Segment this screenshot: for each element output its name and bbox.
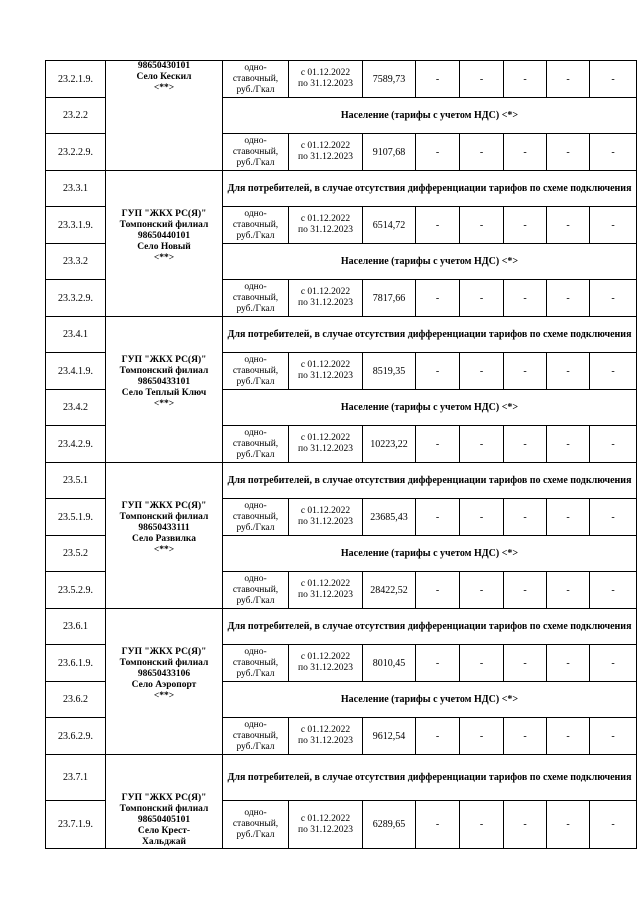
table-row	[46, 317, 637, 353]
organization-line: Томпонский филиал	[119, 220, 209, 230]
empty-value: -	[460, 718, 504, 755]
row-number: 23.3.1.9.	[46, 207, 106, 244]
organization-cell	[106, 317, 223, 463]
row-number: 23.5.2	[46, 536, 106, 572]
tariff-unit-line: ставочный,	[232, 657, 279, 668]
organization-line: <**>	[153, 83, 175, 93]
tariff-unit-line: одно-	[244, 808, 267, 819]
table-row	[46, 463, 637, 499]
organization-cell	[106, 609, 223, 755]
organization-line: ГУП "ЖКХ РС(Я)"	[121, 647, 207, 657]
tariff-unit	[223, 280, 289, 317]
tariff-value: 7589,73	[363, 61, 416, 98]
tariff-unit-line: ставочный,	[232, 819, 279, 830]
tariff-period	[289, 801, 363, 849]
table-row	[46, 61, 637, 98]
group-header: Население (тарифы с учетом НДС) <*>	[223, 98, 637, 134]
tariff-unit-line: руб./Гкал	[236, 157, 275, 168]
tariff-unit-line: одно-	[244, 573, 267, 584]
row-number: 23.7.1.9.	[46, 801, 106, 849]
tariff-period-line: с 01.12.2022	[300, 68, 351, 78]
row-number: 23.5.1	[46, 463, 106, 499]
empty-value: -	[547, 572, 590, 609]
row-number: 23.3.1	[46, 171, 106, 207]
tariff-value: 10223,22	[363, 426, 416, 463]
tariff-period-line: с 01.12.2022	[300, 725, 351, 735]
empty-value: -	[504, 572, 547, 609]
row-number: 23.4.2	[46, 390, 106, 426]
tariff-unit	[223, 801, 289, 849]
organization-line: 98650430101	[137, 61, 191, 71]
row-number: 23.2.2.9.	[46, 134, 106, 171]
tariff-unit	[223, 572, 289, 609]
tariff-unit-line: ставочный,	[232, 438, 279, 449]
tariff-unit-line: руб./Гкал	[236, 830, 275, 841]
empty-value: -	[547, 718, 590, 755]
group-header: Население (тарифы с учетом НДС) <*>	[223, 244, 637, 280]
row-number: 23.5.2.9.	[46, 572, 106, 609]
tariff-period	[289, 280, 363, 317]
tariff-unit-line: одно-	[244, 719, 267, 730]
empty-value: -	[416, 499, 460, 536]
tariff-period-line: по 31.12.2023	[298, 152, 353, 162]
organization-cell	[106, 755, 223, 849]
empty-value: -	[504, 718, 547, 755]
tariff-unit-line: ставочный,	[232, 365, 279, 376]
empty-value: -	[547, 426, 590, 463]
tariff-unit-line: руб./Гкал	[236, 668, 275, 679]
row-number: 23.4.1	[46, 317, 106, 353]
empty-value: -	[460, 645, 504, 682]
group-header: Для потребителей, в случае отсутствия дифференциации тарифов по схеме подключения	[223, 609, 637, 645]
organization-line: <**>	[153, 399, 175, 409]
tariff-value: 9107,68	[363, 134, 416, 171]
empty-value: -	[504, 645, 547, 682]
organization-line: <**>	[153, 691, 175, 701]
tariff-value: 7817,66	[363, 280, 416, 317]
tariff-period-line: по 31.12.2023	[298, 79, 353, 89]
tariff-table	[45, 60, 637, 849]
tariff-period	[289, 353, 363, 390]
empty-value: -	[460, 426, 504, 463]
organization-line: ГУП "ЖКХ РС(Я)"	[121, 501, 207, 511]
tariff-unit-line: руб./Гкал	[236, 303, 275, 314]
tariff-period	[289, 572, 363, 609]
empty-value: -	[590, 426, 637, 463]
empty-value: -	[504, 353, 547, 390]
tariff-period-line: по 31.12.2023	[298, 824, 353, 835]
empty-value: -	[416, 134, 460, 171]
tariff-period-line: с 01.12.2022	[300, 579, 351, 589]
tariff-period-line: с 01.12.2022	[300, 214, 351, 224]
tariff-period-line: по 31.12.2023	[298, 444, 353, 454]
empty-value: -	[590, 645, 637, 682]
empty-value: -	[416, 426, 460, 463]
empty-value: -	[460, 207, 504, 244]
organization-line: ГУП "ЖКХ РС(Я)"	[121, 209, 207, 219]
organization-line: Село Теплый Ключ	[121, 388, 207, 398]
tariff-period-line: по 31.12.2023	[298, 663, 353, 673]
group-header: Для потребителей, в случае отсутствия дифференциации тарифов по схеме подключения	[223, 317, 637, 353]
organization-line: Томпонский филиал	[119, 658, 209, 668]
empty-value: -	[590, 61, 637, 98]
empty-value: -	[504, 61, 547, 98]
tariff-value: 9612,54	[363, 718, 416, 755]
tariff-unit-line: одно-	[244, 281, 267, 292]
empty-value: -	[460, 801, 504, 849]
tariff-unit	[223, 718, 289, 755]
empty-value: -	[547, 353, 590, 390]
empty-value: -	[547, 280, 590, 317]
tariff-period-line: с 01.12.2022	[300, 813, 351, 824]
empty-value: -	[460, 353, 504, 390]
tariff-unit-line: руб./Гкал	[236, 741, 275, 752]
empty-value: -	[590, 207, 637, 244]
tariff-unit	[223, 207, 289, 244]
tariff-period-line: по 31.12.2023	[298, 590, 353, 600]
tariff-unit	[223, 353, 289, 390]
empty-value: -	[590, 499, 637, 536]
table-row	[46, 609, 637, 645]
row-number: 23.5.1.9.	[46, 499, 106, 536]
organization-line: 98650433106	[137, 669, 191, 679]
empty-value: -	[416, 61, 460, 98]
tariff-period	[289, 426, 363, 463]
empty-value: -	[504, 207, 547, 244]
tariff-period	[289, 718, 363, 755]
tariff-unit	[223, 645, 289, 682]
tariff-unit-line: руб./Гкал	[236, 595, 275, 606]
organization-line: Село Кескил	[136, 72, 192, 82]
organization-line: <**>	[153, 545, 175, 555]
tariff-unit-line: ставочный,	[232, 584, 279, 595]
empty-value: -	[590, 134, 637, 171]
tariff-value: 28422,52	[363, 572, 416, 609]
tariff-unit-line: ставочный,	[232, 146, 279, 157]
tariff-period-line: с 01.12.2022	[300, 141, 351, 151]
tariff-value: 6289,65	[363, 801, 416, 849]
tariff-period	[289, 134, 363, 171]
organization-line: 98650433101	[137, 377, 191, 387]
empty-value: -	[590, 718, 637, 755]
tariff-unit	[223, 426, 289, 463]
tariff-period	[289, 499, 363, 536]
organization-line: ГУП "ЖКХ РС(Я)"	[121, 355, 207, 365]
table-row	[46, 171, 637, 207]
organization-line: Томпонский филиал	[119, 512, 209, 522]
organization-cell	[106, 61, 223, 171]
tariff-period-line: с 01.12.2022	[300, 506, 351, 516]
group-header: Для потребителей, в случае отсутствия дифференциации тарифов по схеме подключения	[223, 463, 637, 499]
empty-value: -	[460, 499, 504, 536]
organization-line: Село Крест-	[137, 826, 191, 836]
tariff-unit-line: одно-	[244, 500, 267, 511]
tariff-unit-line: одно-	[244, 646, 267, 657]
empty-value: -	[460, 61, 504, 98]
tariff-unit-line: одно-	[244, 135, 267, 146]
empty-value: -	[416, 801, 460, 849]
organization-line: Село Аэропорт	[131, 680, 197, 690]
group-header: Для потребителей, в случае отсутствия дифференциации тарифов по схеме подключения	[223, 171, 637, 207]
organization-line: 98650405101	[137, 815, 191, 825]
empty-value: -	[416, 207, 460, 244]
tariff-period	[289, 645, 363, 682]
empty-value: -	[504, 280, 547, 317]
tariff-unit-line: руб./Гкал	[236, 376, 275, 387]
empty-value: -	[504, 426, 547, 463]
tariff-unit-line: руб./Гкал	[236, 84, 275, 95]
row-number: 23.6.1.9.	[46, 645, 106, 682]
tariff-period-line: с 01.12.2022	[300, 287, 351, 297]
organization-line: Хальджай	[142, 837, 186, 847]
empty-value: -	[416, 353, 460, 390]
row-number: 23.2.1.9.	[46, 61, 106, 98]
empty-value: -	[547, 61, 590, 98]
row-number: 23.3.2.9.	[46, 280, 106, 317]
organization-line: Томпонский филиал	[119, 366, 209, 376]
empty-value: -	[590, 280, 637, 317]
row-number: 23.4.1.9.	[46, 353, 106, 390]
empty-value: -	[416, 718, 460, 755]
organization-line: 98650440101	[137, 231, 191, 241]
tariff-unit	[223, 61, 289, 98]
tariff-unit-line: одно-	[244, 208, 267, 219]
empty-value: -	[547, 801, 590, 849]
tariff-period-line: по 31.12.2023	[298, 371, 353, 381]
row-number: 23.6.2.9.	[46, 718, 106, 755]
tariff-period-line: с 01.12.2022	[300, 433, 351, 443]
row-number: 23.7.1	[46, 755, 106, 801]
organization-line: Томпонский филиал	[119, 804, 209, 814]
empty-value: -	[590, 572, 637, 609]
empty-value: -	[460, 134, 504, 171]
empty-value: -	[416, 572, 460, 609]
tariff-unit	[223, 134, 289, 171]
tariff-unit-line: ставочный,	[232, 511, 279, 522]
tariff-period-line: по 31.12.2023	[298, 225, 353, 235]
organization-line: <**>	[153, 253, 175, 263]
empty-value: -	[416, 645, 460, 682]
tariff-value: 6514,72	[363, 207, 416, 244]
organization-line: Село Новый	[137, 242, 191, 252]
group-header: Население (тарифы с учетом НДС) <*>	[223, 536, 637, 572]
group-header: Население (тарифы с учетом НДС) <*>	[223, 390, 637, 426]
empty-value: -	[416, 280, 460, 317]
empty-value: -	[590, 353, 637, 390]
tariff-unit	[223, 499, 289, 536]
empty-value: -	[504, 499, 547, 536]
organization-line: Село Развилка	[131, 534, 197, 544]
row-number: 23.6.1	[46, 609, 106, 645]
tariff-period-line: с 01.12.2022	[300, 360, 351, 370]
tariff-unit-line: ставочный,	[232, 730, 279, 741]
tariff-unit-line: ставочный,	[232, 292, 279, 303]
empty-value: -	[547, 134, 590, 171]
tariff-unit-line: руб./Гкал	[236, 230, 275, 241]
empty-value: -	[547, 499, 590, 536]
tariff-unit-line: ставочный,	[232, 73, 279, 84]
tariff-period	[289, 61, 363, 98]
empty-value: -	[460, 280, 504, 317]
tariff-unit-line: одно-	[244, 427, 267, 438]
empty-value: -	[460, 572, 504, 609]
tariff-unit-line: руб./Гкал	[236, 449, 275, 460]
empty-value: -	[504, 134, 547, 171]
tariff-period-line: по 31.12.2023	[298, 517, 353, 527]
empty-value: -	[547, 207, 590, 244]
organization-line: 98650433111	[138, 523, 190, 533]
tariff-value: 8519,35	[363, 353, 416, 390]
tariff-period-line: с 01.12.2022	[300, 652, 351, 662]
tariff-unit-line: одно-	[244, 62, 267, 73]
organization-cell	[106, 463, 223, 609]
tariff-unit-line: руб./Гкал	[236, 522, 275, 533]
empty-value: -	[504, 801, 547, 849]
tariff-unit-line: ставочный,	[232, 219, 279, 230]
row-number: 23.2.2	[46, 98, 106, 134]
empty-value: -	[547, 645, 590, 682]
tariff-unit-line: одно-	[244, 354, 267, 365]
table-row	[46, 755, 637, 801]
row-number: 23.3.2	[46, 244, 106, 280]
tariff-value: 23685,43	[363, 499, 416, 536]
group-header: Для потребителей, в случае отсутствия дифференциации тарифов по схеме подключения	[223, 755, 637, 801]
tariff-value: 8010,45	[363, 645, 416, 682]
tariff-period-line: по 31.12.2023	[298, 736, 353, 746]
group-header: Население (тарифы с учетом НДС) <*>	[223, 682, 637, 718]
row-number: 23.6.2	[46, 682, 106, 718]
organization-line: ГУП "ЖКХ РС(Я)"	[121, 793, 207, 803]
tariff-period-line: по 31.12.2023	[298, 298, 353, 308]
tariff-period	[289, 207, 363, 244]
organization-cell	[106, 171, 223, 317]
empty-value: -	[590, 801, 637, 849]
row-number: 23.4.2.9.	[46, 426, 106, 463]
